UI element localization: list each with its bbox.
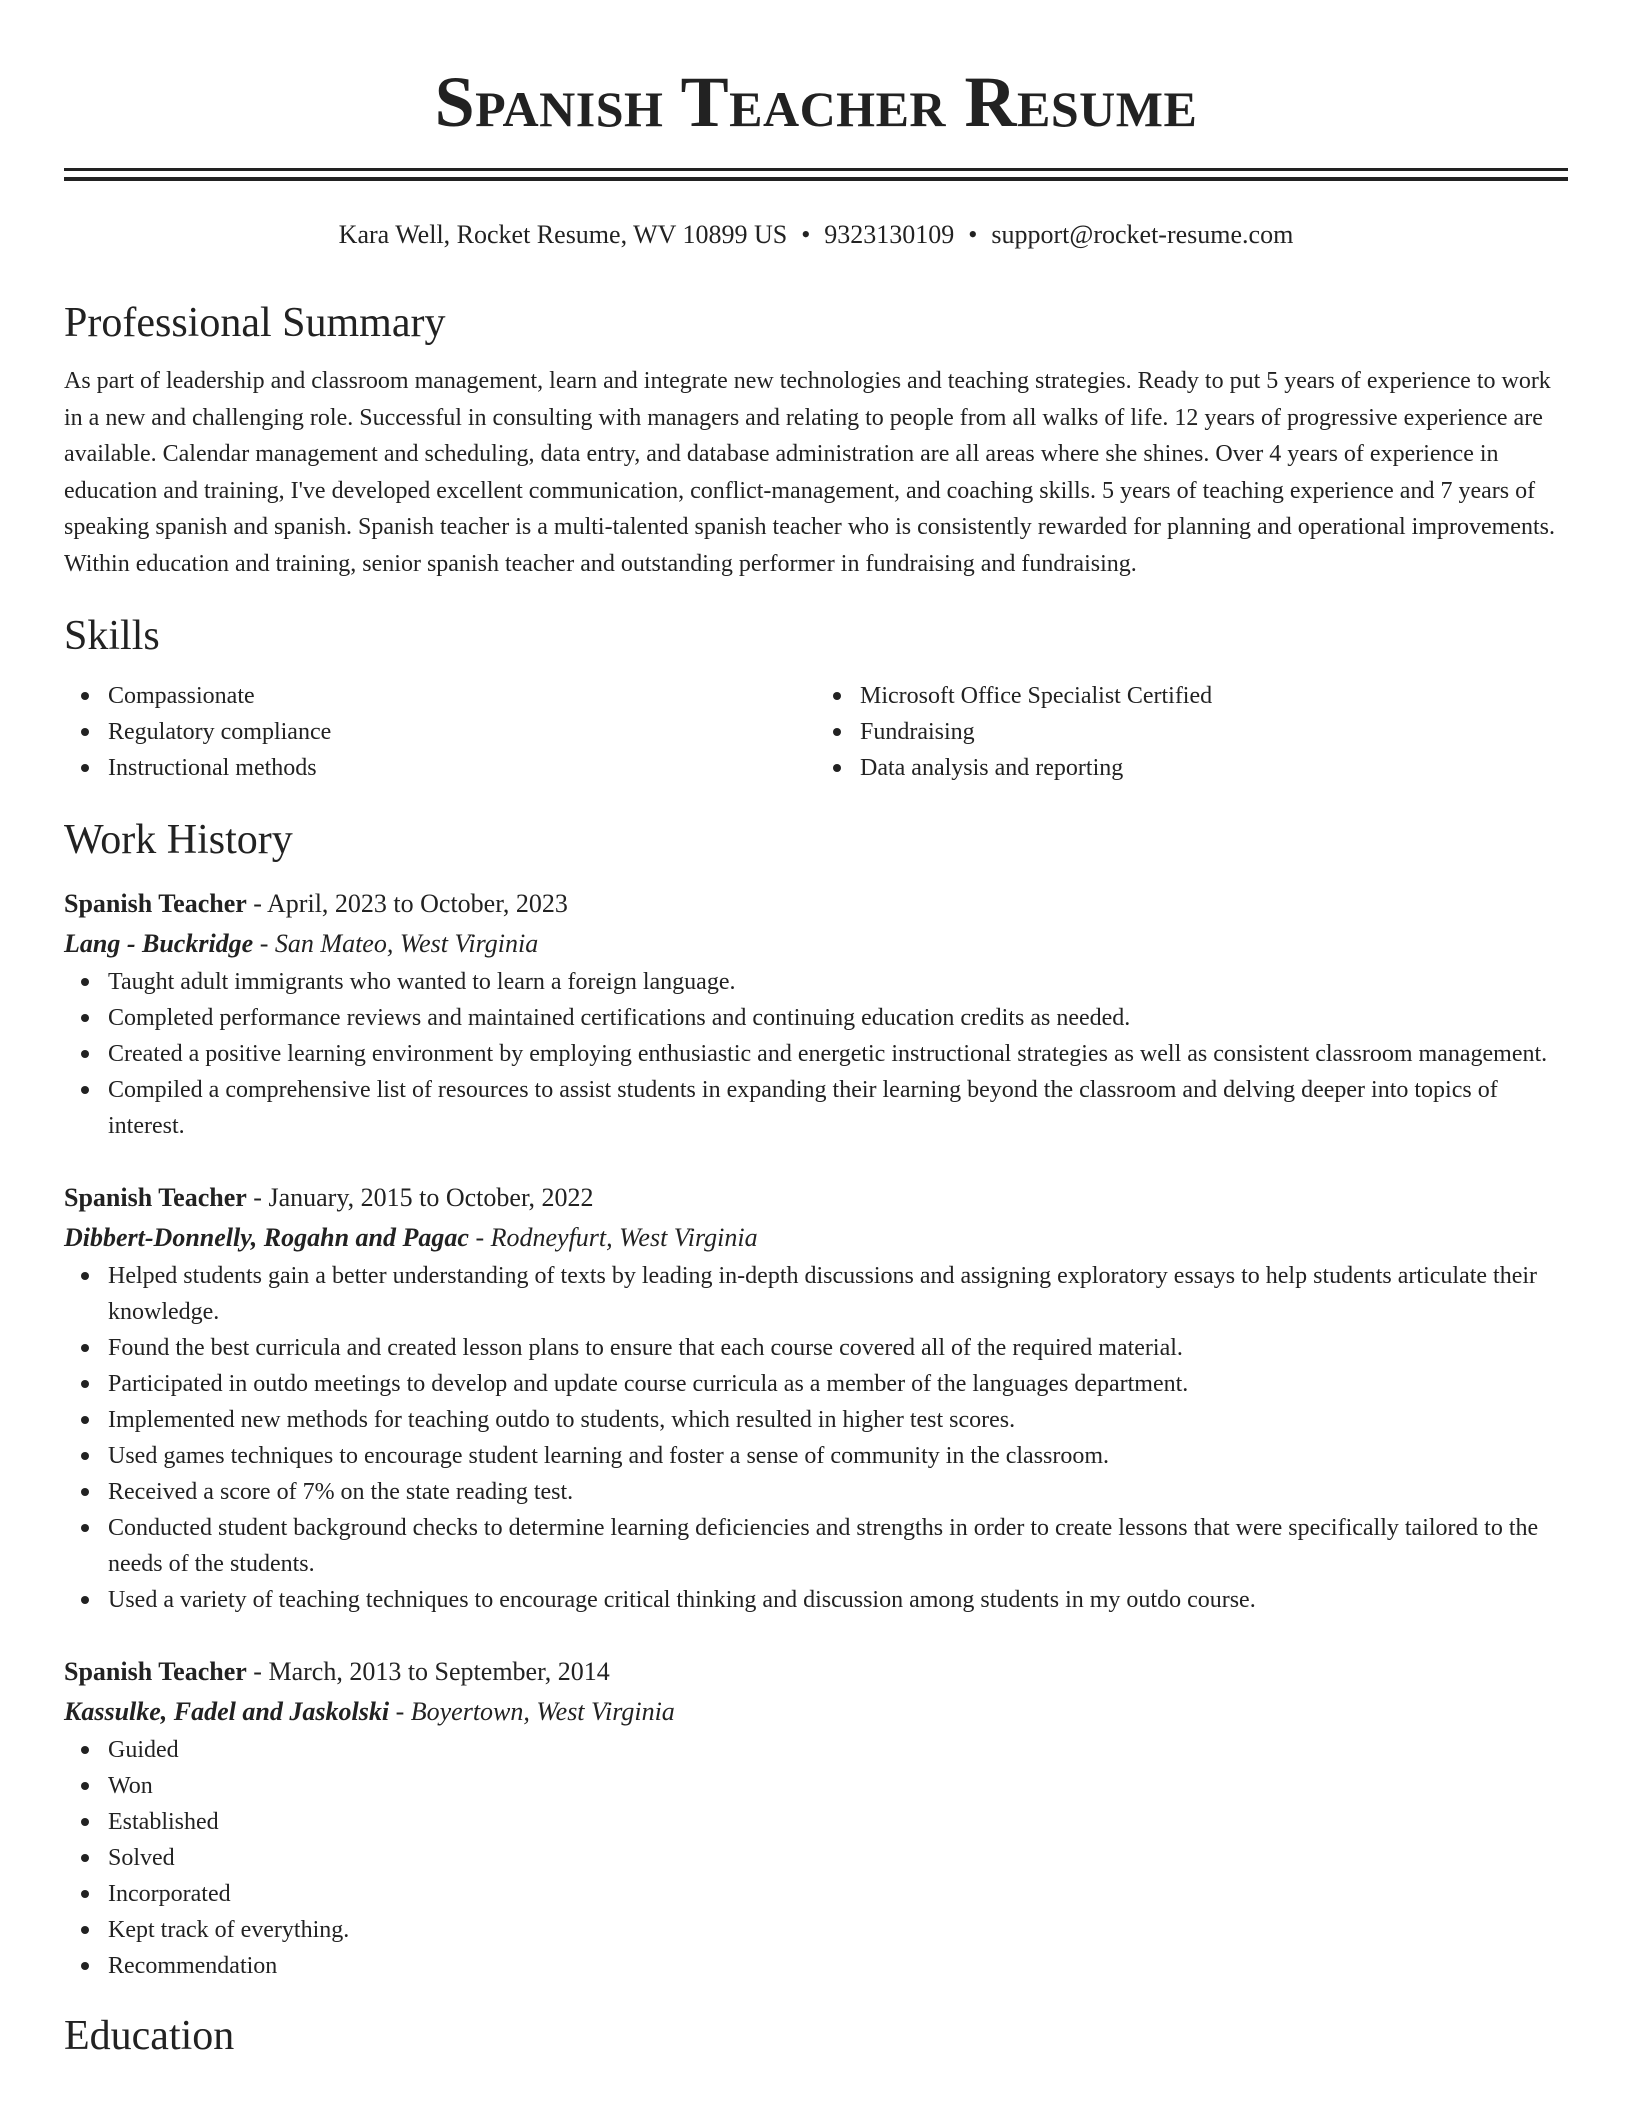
job-title-separator: - — [246, 1183, 269, 1212]
contact-email: support@rocket-resume.com — [991, 220, 1294, 249]
job-bullets — [64, 964, 1568, 1144]
contact-separator: • — [968, 220, 978, 249]
skill-item: Instructional methods — [108, 750, 816, 786]
job-company-line — [64, 1692, 1568, 1732]
job-title-line — [64, 1652, 1568, 1692]
company-separator: - — [253, 929, 275, 958]
contact-separator: • — [801, 220, 811, 249]
job-bullet: Taught adult immigrants who wanted to learn a foreign language. — [108, 964, 1568, 1000]
job-title-separator: - — [246, 1657, 269, 1686]
resume-content — [64, 56, 1568, 2064]
job-dates: March, 2013 to September, 2014 — [268, 1657, 610, 1686]
job-bullet: Kept track of everything. — [108, 1912, 1568, 1948]
job-title-line — [64, 884, 1568, 924]
job-bullet: Won — [108, 1768, 1568, 1804]
job-entry — [64, 1652, 1568, 1984]
work-history-heading: Work History — [64, 817, 293, 863]
job-dates: January, 2015 to October, 2022 — [268, 1183, 594, 1212]
job-bullet: Guided — [108, 1732, 1568, 1768]
job-bullet: Found the best curricula and created lesson plans to ensure that each course covered all of the required material. — [108, 1330, 1568, 1366]
job-bullet: Compiled a comprehensive list of resources to assist students in expanding their learning beyond the classroom and delving deeper into topics of interest. — [108, 1072, 1568, 1144]
job-bullet: Used games techniques to encourage student learning and foster a sense of community in the classroom. — [108, 1438, 1568, 1474]
contact-phone: 9323130109 — [824, 220, 955, 249]
job-bullet: Established — [108, 1804, 1568, 1840]
job-title: Spanish Teacher — [64, 1183, 247, 1212]
skill-item: Compassionate — [108, 678, 816, 714]
job-bullet: Recommendation — [108, 1948, 1568, 1984]
job-bullet: Implemented new methods for teaching outdo to students, which resulted in higher test scores. — [108, 1402, 1568, 1438]
job-title: Spanish Teacher — [64, 889, 247, 918]
skill-item: Regulatory compliance — [108, 714, 816, 750]
company-name: Lang - Buckridge — [64, 929, 254, 958]
job-title-separator: - — [246, 889, 268, 918]
summary-heading: Professional Summary — [64, 300, 446, 346]
job-bullet: Used a variety of teaching techniques to encourage critical thinking and discussion among students in my outdo course. — [108, 1582, 1568, 1618]
job-title-line — [64, 1178, 1568, 1218]
skill-item: Microsoft Office Specialist Certified — [860, 678, 1568, 714]
company-location: Boyertown, West Virginia — [410, 1697, 675, 1726]
skills-column-left — [64, 678, 816, 786]
job-bullet: Solved — [108, 1840, 1568, 1876]
company-location: San Mateo, West Virginia — [274, 929, 539, 958]
skill-item: Fundraising — [860, 714, 1568, 750]
job-bullets — [64, 1258, 1568, 1618]
job-title: Spanish Teacher — [64, 1657, 247, 1686]
title-divider-top — [64, 168, 1568, 171]
job-bullet: Conducted student background checks to determine learning deficiencies and strengths in order to create lessons that were specifically tailored to the needs of the students. — [108, 1510, 1568, 1582]
job-bullet: Participated in outdo meetings to develop and update course curricula as a member of the languages department. — [108, 1366, 1568, 1402]
job-bullets — [64, 1732, 1568, 1984]
job-bullet: Created a positive learning environment by employing enthusiastic and energetic instructional strategies as well as consistent classroom management. — [108, 1036, 1568, 1072]
job-bullet: Incorporated — [108, 1876, 1568, 1912]
contact-info — [64, 217, 1568, 253]
skills-list — [64, 678, 1568, 786]
job-entry — [64, 884, 1568, 1144]
company-separator: - — [389, 1697, 411, 1726]
skills-column-right — [816, 678, 1568, 786]
summary-text: As part of leadership and classroom management, learn and integrate new technologies and teaching strategies. Ready to put 5 years of experience to work in a new and challenging role. Successful in consulting with managers and relating to people from all walks of life. 12 years of progressive experience are available. Calendar management and scheduling, data entry, and database administration are all areas where she shines. Over 4 years of experience in education and training, I've developed excellent communication, conflict-management, and coaching skills. 5 years of teaching experience and 7 years of speaking spanish and spanish. Spanish teacher is a multi-talented spanish teacher who is consistently rewarded for planning and operational improvements. Within education and training, senior spanish teacher and outstanding performer in fundraising and fundraising. — [64, 368, 1555, 577]
job-bullet: Completed performance reviews and maintained certifications and continuing education credits as needed. — [108, 1000, 1568, 1036]
company-name: Dibbert-Donnelly, Rogahn and Pagac — [64, 1223, 469, 1252]
company-separator: - — [468, 1223, 491, 1252]
job-company-line — [64, 1218, 1568, 1258]
education-heading: Education — [64, 2013, 235, 2059]
contact-address: Kara Well, Rocket Resume, WV 10899 US — [338, 220, 788, 249]
skills-heading: Skills — [64, 613, 160, 659]
company-location: Rodneyfurt, West Virginia — [490, 1223, 758, 1252]
job-dates: April, 2023 to October, 2023 — [267, 889, 568, 918]
job-company-line — [64, 924, 1568, 964]
company-name: Kassulke, Fadel and Jaskolski — [64, 1697, 390, 1726]
job-bullet: Helped students gain a better understanding of texts by leading in-depth discussions and assigning exploratory essays to help students articulate their knowledge. — [108, 1258, 1568, 1330]
job-entry — [64, 1178, 1568, 1618]
job-bullet: Received a score of 7% on the state reading test. — [108, 1474, 1568, 1510]
skill-item: Data analysis and reporting — [860, 750, 1568, 786]
page-title: Spanish Teacher Resume — [434, 62, 1198, 142]
title-divider-bottom — [64, 177, 1568, 181]
